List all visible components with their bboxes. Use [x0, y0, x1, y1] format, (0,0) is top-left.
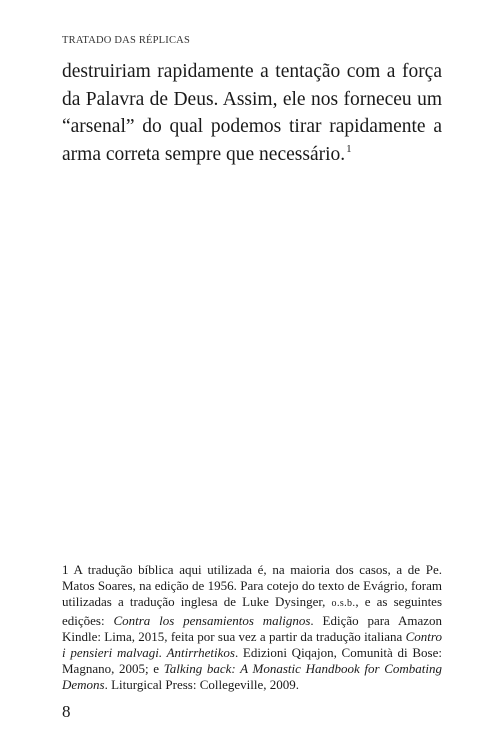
body-paragraph [62, 58, 442, 168]
page-number: 8 [62, 702, 71, 721]
footnote-title-1: Contra los pensamientos malignos [113, 612, 311, 628]
footnote-part1: A tradução bíblica aqui utilizada é, na maioria dos casos, a de Pe. Matos Soares, na edição de 1956. Para cotejo do texto de Evágrio, foram utilizadas a tradução inglesa de Luke Dysinger, [62, 562, 442, 610]
footnote [62, 562, 442, 694]
footnote-part4: . Edizioni Qiqajon, Comunità di Bose: Magnano, 2005; e [62, 645, 442, 677]
footnote-text [62, 562, 442, 694]
footnote-title-3: Talking back: A Monastic Handbook for Combating Demons [62, 661, 442, 693]
body-text [62, 58, 442, 168]
footnote-part2: , e as seguintes edições: [62, 594, 443, 628]
footnote-part5: . Liturgical Press: Collegeville, 2009. [104, 677, 299, 693]
footnote-osb: o.s.b. [331, 598, 356, 610]
body-paragraph-text: destruiriam rapidamente a tentação com a força da Palavra de Deus. Assim, ele nos forneceu um “arsenal” do qual podemos tirar rapidamente a arma correta sempre que necessário. [62, 61, 442, 165]
footnote-reference[interactable]: 1 [346, 143, 352, 155]
footnote-number: 1 [62, 562, 69, 577]
footnote-title-2: Contro i pensieri malvagi. Antirrhetikos [62, 628, 442, 661]
footnote-part3: . Edição para Amazon Kindle: Lima, 2015, feita por sua vez a partir da tradução italiana [62, 612, 442, 644]
running-head: TRATADO DAS RÉPLICAS [62, 35, 191, 46]
